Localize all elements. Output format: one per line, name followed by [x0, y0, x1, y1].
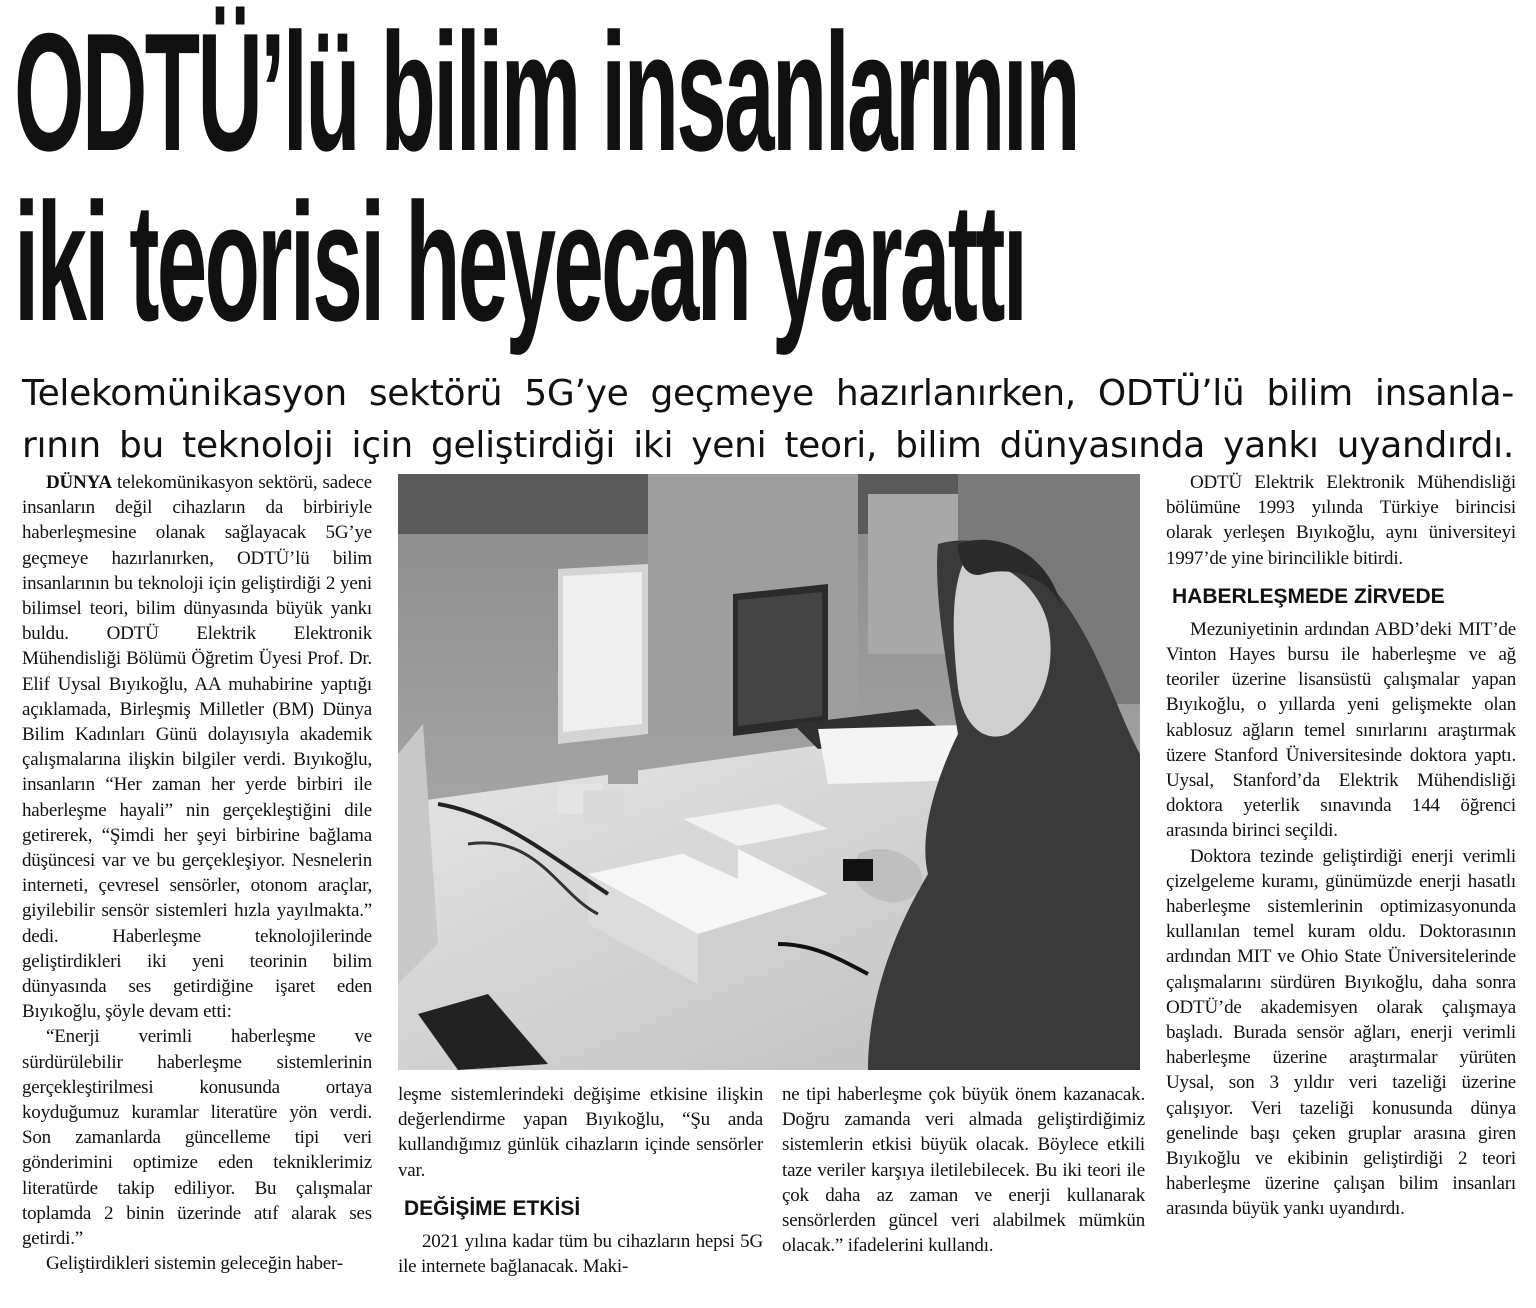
article-column-2: [398, 1082, 763, 1279]
deck: [22, 368, 1514, 472]
paragraph: Mezuniyetinin ardından ABD’deki MIT’de Vinton Hayes bursu ile haberleşme ve ağ teoriler üzerine lisansüstü çalışmalar yapan Bıyıkoğlu, o yıllarda yeni gelişmekte olan kablosuz ağların temel sınırlarını araştırmak üzere Stanford Üniversitesinde doktora yaptı. Uysal, Stanford’da Elektrik Mühendisliği doktora yeterlik sınavında 144 öğrenci arasında birinci seçildi.: [1166, 618, 1516, 842]
headline-line-2: iki teorisi heyecan yarattı: [14, 168, 1026, 356]
dateline: DÜNYA: [46, 472, 112, 493]
paragraph: [22, 470, 372, 1024]
article-photo: [398, 474, 1140, 1070]
deck-line-1: Telekomünikasyon sektörü 5G’ye geçmeye hazırlanırken, ODTÜ’lü bilim insanla-: [22, 373, 1514, 414]
deck-line-2: rının bu teknoloji için geliştirdiği iki yeni teori, bilim dünyasında yankı uyandırdı.: [22, 425, 1514, 466]
paragraph: Doktora tezinde geliştirdiği enerji verimli çizelgeleme kuramı, günümüzde enerji hasatlı haberleşme sistemlerinin optimizasyonunda kullanılan temel kuram oldu. Doktorasının ardından MIT ve Ohio State Üniversitelerinde çalışmalarını sürdüren Bıyıkoğlu, daha sonra ODTÜ’de akademisyen olarak çalışmaya başladı. Burada sensör ağları, enerji verimli haberleşme üzerine araştırmalar yürüten Uysal, son 3 yıldır veri tazeliği üzerine çalışıyor. Veri tazeliği konusunda dünya genelinde başı çeken gruplar arasına giren Bıyıkoğlu ve ekibinin geliştirdiği 2 teori haberleşme üzerine çalışan bilim insanları arasında büyük yankı uyandırdı.: [1166, 845, 1516, 1220]
article-column-4: [1166, 470, 1516, 1222]
article-column-1: [22, 470, 372, 1277]
paragraph: ODTÜ Elektrik Elektronik Mühendisliği bölümüne 1993 yılında Türkiye birincisi olarak yerleşen Bıyıkoğlu, aynı üniversiteyi 1997’de yine birincilikle bitirdi.: [1166, 472, 1516, 569]
article-column-3: [782, 1082, 1145, 1258]
lab-photo-illustration: [398, 474, 1140, 1070]
paragraph-text: telekomünikasyon sektörü, sadece insanların değil cihazların da birbiriyle haberleşmesine olanak sağlayacak 5G’ye geçmeye hazırlanırken, ODTÜ’lü bilim insanlarının bu teknoloji için geliştirdiği 2 yeni bilimsel teori, bilim dünyasında büyük yankı buldu. ODTÜ Elektrik Elektronik Mühendisliği Bölümü Öğretim Üyesi Prof. Dr. Elif Uysal Bıyıkoğlu, AA muhabirine yaptığı açıklamada, Birleşmiş Milletler (BM) Dünya Bilim Kadınları Günü dolayısıyla akademik çalışmalarına ilişkin bilgiler verdi. Bıyıkoğlu, insanların “Her zaman her yerde birbiri ile haberleşme hayali” nin gerçekleştiğini dile getirerek, “Şimdi her şeyi birbirine bağlama düşüncesi var ve bu gerçekleşiyor. Nesnelerin interneti, çevresel sensörler, otonom araçlar, giyilebilir sensör sistemleri hızla yayılmakta.” dedi. Haberleşme teknolojilerinde geliştirdikleri iki yeni teorinin bilim dünyasında ses getirdiğine işaret eden Bıyıkoğlu, şöyle devam etti:: [22, 472, 372, 1023]
headline-line-1: ODTÜ’lü bilim insanlarının: [14, 0, 1078, 186]
paragraph: Geliştirdikleri sistemin geleceğin haber-: [46, 1253, 343, 1275]
paragraph: ne tipi haberleşme çok büyük önem kazanacak. Doğru zamanda veri almada geliştirdiğimiz sistemlerin etkisi büyük olacak. Böylece etkili taze veriler karşıya iletilebilecek. Bu iki teori ile çok daha az zaman ve enerji kullanarak sensörlerden güncel veri alabilmek mümkün olacak.” ifadelerini kullandı.: [782, 1084, 1145, 1257]
subheading: DEĞİŞİME ETKİSİ: [404, 1196, 581, 1220]
paragraph: leşme sistemlerindeki değişime etkisine ilişkin değerlendirme yapan Bıyıkoğlu, “Şu anda kullandığımız günlük cihazların içinde sensörler var.: [398, 1084, 763, 1181]
paragraph: “Enerji verimli haberleşme ve sürdürülebilir haberleşme sistemlerinin gerçekleştirilmesi konusunda ortaya koyduğumuz kuramlar literatüre yön verdi. Son zamanlarda güncelleme tipi veri gönderimini optimize eden tekniklerimiz literatürde takip ediliyor. Bu çalışmalar toplamda 2 binin üzerinde atıf alarak ses getirdi.”: [22, 1026, 372, 1250]
subheading: HABERLEŞMEDE ZİRVEDE: [1172, 584, 1445, 608]
paragraph: 2021 yılına kadar tüm bu cihazların hepsi 5G ile internete bağlanacak. Maki-: [398, 1230, 763, 1278]
